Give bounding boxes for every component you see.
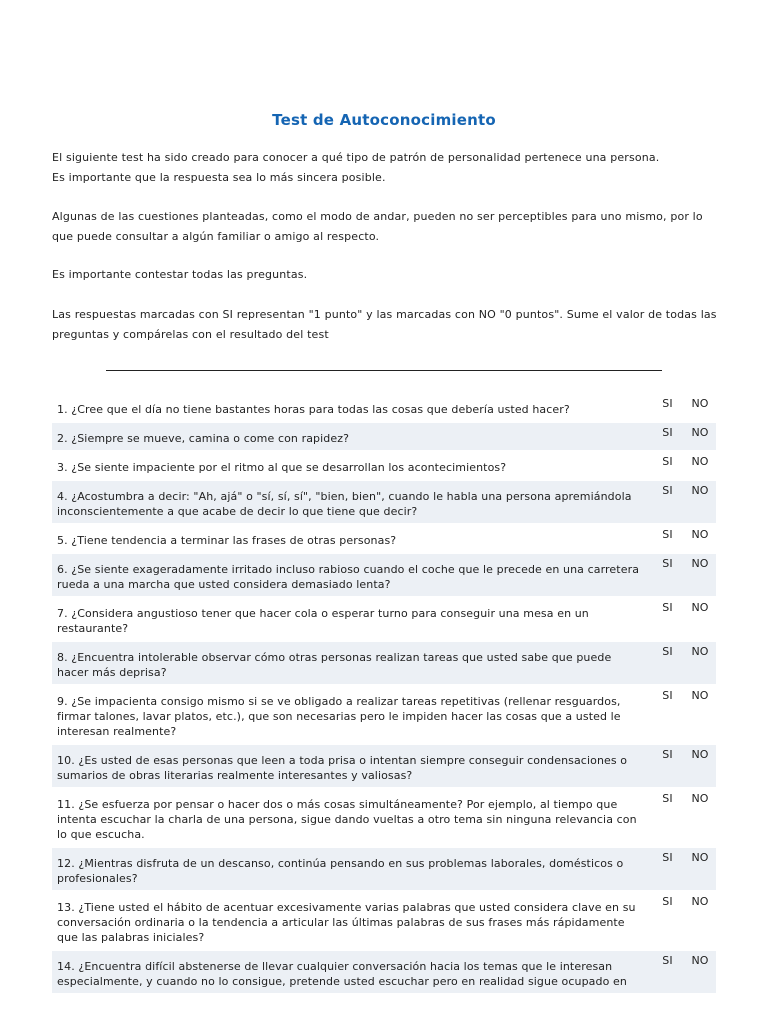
question-text: 14. ¿Encuentra difícil abstenerse de llevar cualquier conversación hacia los temas que le interesan especialmente, y cuando no lo consigue, pretende usted escuchar pero en realidad sigue ocupado en xyxy=(57,960,627,988)
answer-si[interactable]: SI xyxy=(662,851,673,864)
question-row xyxy=(52,452,716,479)
question-row xyxy=(52,423,716,450)
question-text: 3. ¿Se siente impaciente por el ritmo al que se desarrollan los acontecimientos? xyxy=(57,461,507,474)
intro-paragraph-3: Es importante contestar todas las preguntas. xyxy=(52,268,308,281)
answer-no[interactable]: NO xyxy=(691,528,709,541)
intro-paragraph-1 xyxy=(52,148,724,188)
answer-no[interactable]: NO xyxy=(691,601,709,614)
answer-si[interactable]: SI xyxy=(662,689,673,702)
answer-no[interactable]: NO xyxy=(691,645,709,658)
answer-si[interactable]: SI xyxy=(662,748,673,761)
intro-paragraph-4: Las respuestas marcadas con SI representan "1 punto" y las marcadas con NO "0 puntos". Sume el valor de todas las preguntas y compárelas con el resultado del test xyxy=(52,308,717,341)
question-text: 12. ¿Mientras disfruta de un descanso, continúa pensando en sus problemas laborales, domésticos o profesionales? xyxy=(57,857,624,885)
question-row xyxy=(52,892,716,949)
question-text: 4. ¿Acostumbra a decir: "Ah, ajá" o "sí, sí, sí", "bien, bien", cuando le habla una persona apremiándola inconscientemente a que acabe de decir lo que tiene que decir? xyxy=(57,490,632,518)
intro-paragraph-2: Algunas de las cuestiones planteadas, como el modo de andar, pueden no ser perceptibles para uno mismo, por lo que puede consultar a algún familiar o amigo al respecto. xyxy=(52,210,703,243)
question-text: 6. ¿Se siente exageradamente irritado incluso rabioso cuando el coche que le precede en una carretera rueda a una marcha que usted considera demasiado lenta? xyxy=(57,563,640,591)
question-text: 10. ¿Es usted de esas personas que leen a toda prisa o intentan siempre conseguir condensaciones o sumarios de obras literarias realmente interesantes y valiosas? xyxy=(57,754,628,782)
question-row xyxy=(52,745,716,787)
question-text: 11. ¿Se esfuerza por pensar o hacer dos o más cosas simultáneamente? Por ejemplo, al tiempo que intenta escuchar la charla de una persona, sigue dando vueltas a otro tema sin ninguna relevancia con lo que escucha. xyxy=(57,798,637,841)
question-text: 1. ¿Cree que el día no tiene bastantes horas para todas las cosas que debería usted hacer? xyxy=(57,403,570,416)
question-row xyxy=(52,686,716,743)
question-row xyxy=(52,598,716,640)
answer-no[interactable]: NO xyxy=(691,851,709,864)
answer-no[interactable]: NO xyxy=(691,954,709,967)
answer-no[interactable]: NO xyxy=(691,455,709,468)
answer-si[interactable]: SI xyxy=(662,397,673,410)
question-row xyxy=(52,951,716,993)
answer-no[interactable]: NO xyxy=(691,689,709,702)
answer-si[interactable]: SI xyxy=(662,455,673,468)
answer-si[interactable]: SI xyxy=(662,528,673,541)
answer-si[interactable]: SI xyxy=(662,895,673,908)
answer-no[interactable]: NO xyxy=(691,484,709,497)
question-row xyxy=(52,394,716,421)
answer-no[interactable]: NO xyxy=(691,895,709,908)
answer-si[interactable]: SI xyxy=(662,792,673,805)
question-row xyxy=(52,525,716,552)
intro-line: El siguiente test ha sido creado para conocer a qué tipo de patrón de personalidad pertenece una persona. xyxy=(52,151,660,164)
question-text: 9. ¿Se impacienta consigo mismo si se ve obligado a realizar tareas repetitivas (rellenar resguardos, firmar talones, lavar platos, etc.), que son necesarias pero le impiden hacer las cosas que a usted le interesan realmente? xyxy=(57,695,621,738)
questions-table xyxy=(52,394,716,995)
answer-si[interactable]: SI xyxy=(662,426,673,439)
intro-line: Es importante que la respuesta sea lo más sincera posible. xyxy=(52,171,386,184)
question-row xyxy=(52,554,716,596)
question-row xyxy=(52,642,716,684)
answer-si[interactable]: SI xyxy=(662,557,673,570)
question-text: 7. ¿Considera angustioso tener que hacer cola o esperar turno para conseguir una mesa en un restaurante? xyxy=(57,607,589,635)
question-text: 13. ¿Tiene usted el hábito de acentuar excesivamente varias palabras que usted considera clave en su conversación ordinaria o la tendencia a articular las últimas palabras de sus frases más rápidamente que las palabras iniciales? xyxy=(57,901,636,944)
question-text: 8. ¿Encuentra intolerable observar cómo otras personas realizan tareas que usted sabe que puede hacer más deprisa? xyxy=(57,651,612,679)
question-row xyxy=(52,848,716,890)
answer-si[interactable]: SI xyxy=(662,954,673,967)
answer-si[interactable]: SI xyxy=(662,484,673,497)
answer-no[interactable]: NO xyxy=(691,748,709,761)
answer-no[interactable]: NO xyxy=(691,426,709,439)
answer-si[interactable]: SI xyxy=(662,645,673,658)
answer-no[interactable]: NO xyxy=(691,397,709,410)
question-row xyxy=(52,789,716,846)
answer-no[interactable]: NO xyxy=(691,557,709,570)
question-text: 2. ¿Siempre se mueve, camina o come con rapidez? xyxy=(57,432,350,445)
page-title: Test de Autoconocimiento xyxy=(272,111,496,129)
question-row xyxy=(52,481,716,523)
answer-no[interactable]: NO xyxy=(691,792,709,805)
answer-si[interactable]: SI xyxy=(662,601,673,614)
question-text: 5. ¿Tiene tendencia a terminar las frases de otras personas? xyxy=(57,534,397,547)
section-divider xyxy=(106,370,662,371)
